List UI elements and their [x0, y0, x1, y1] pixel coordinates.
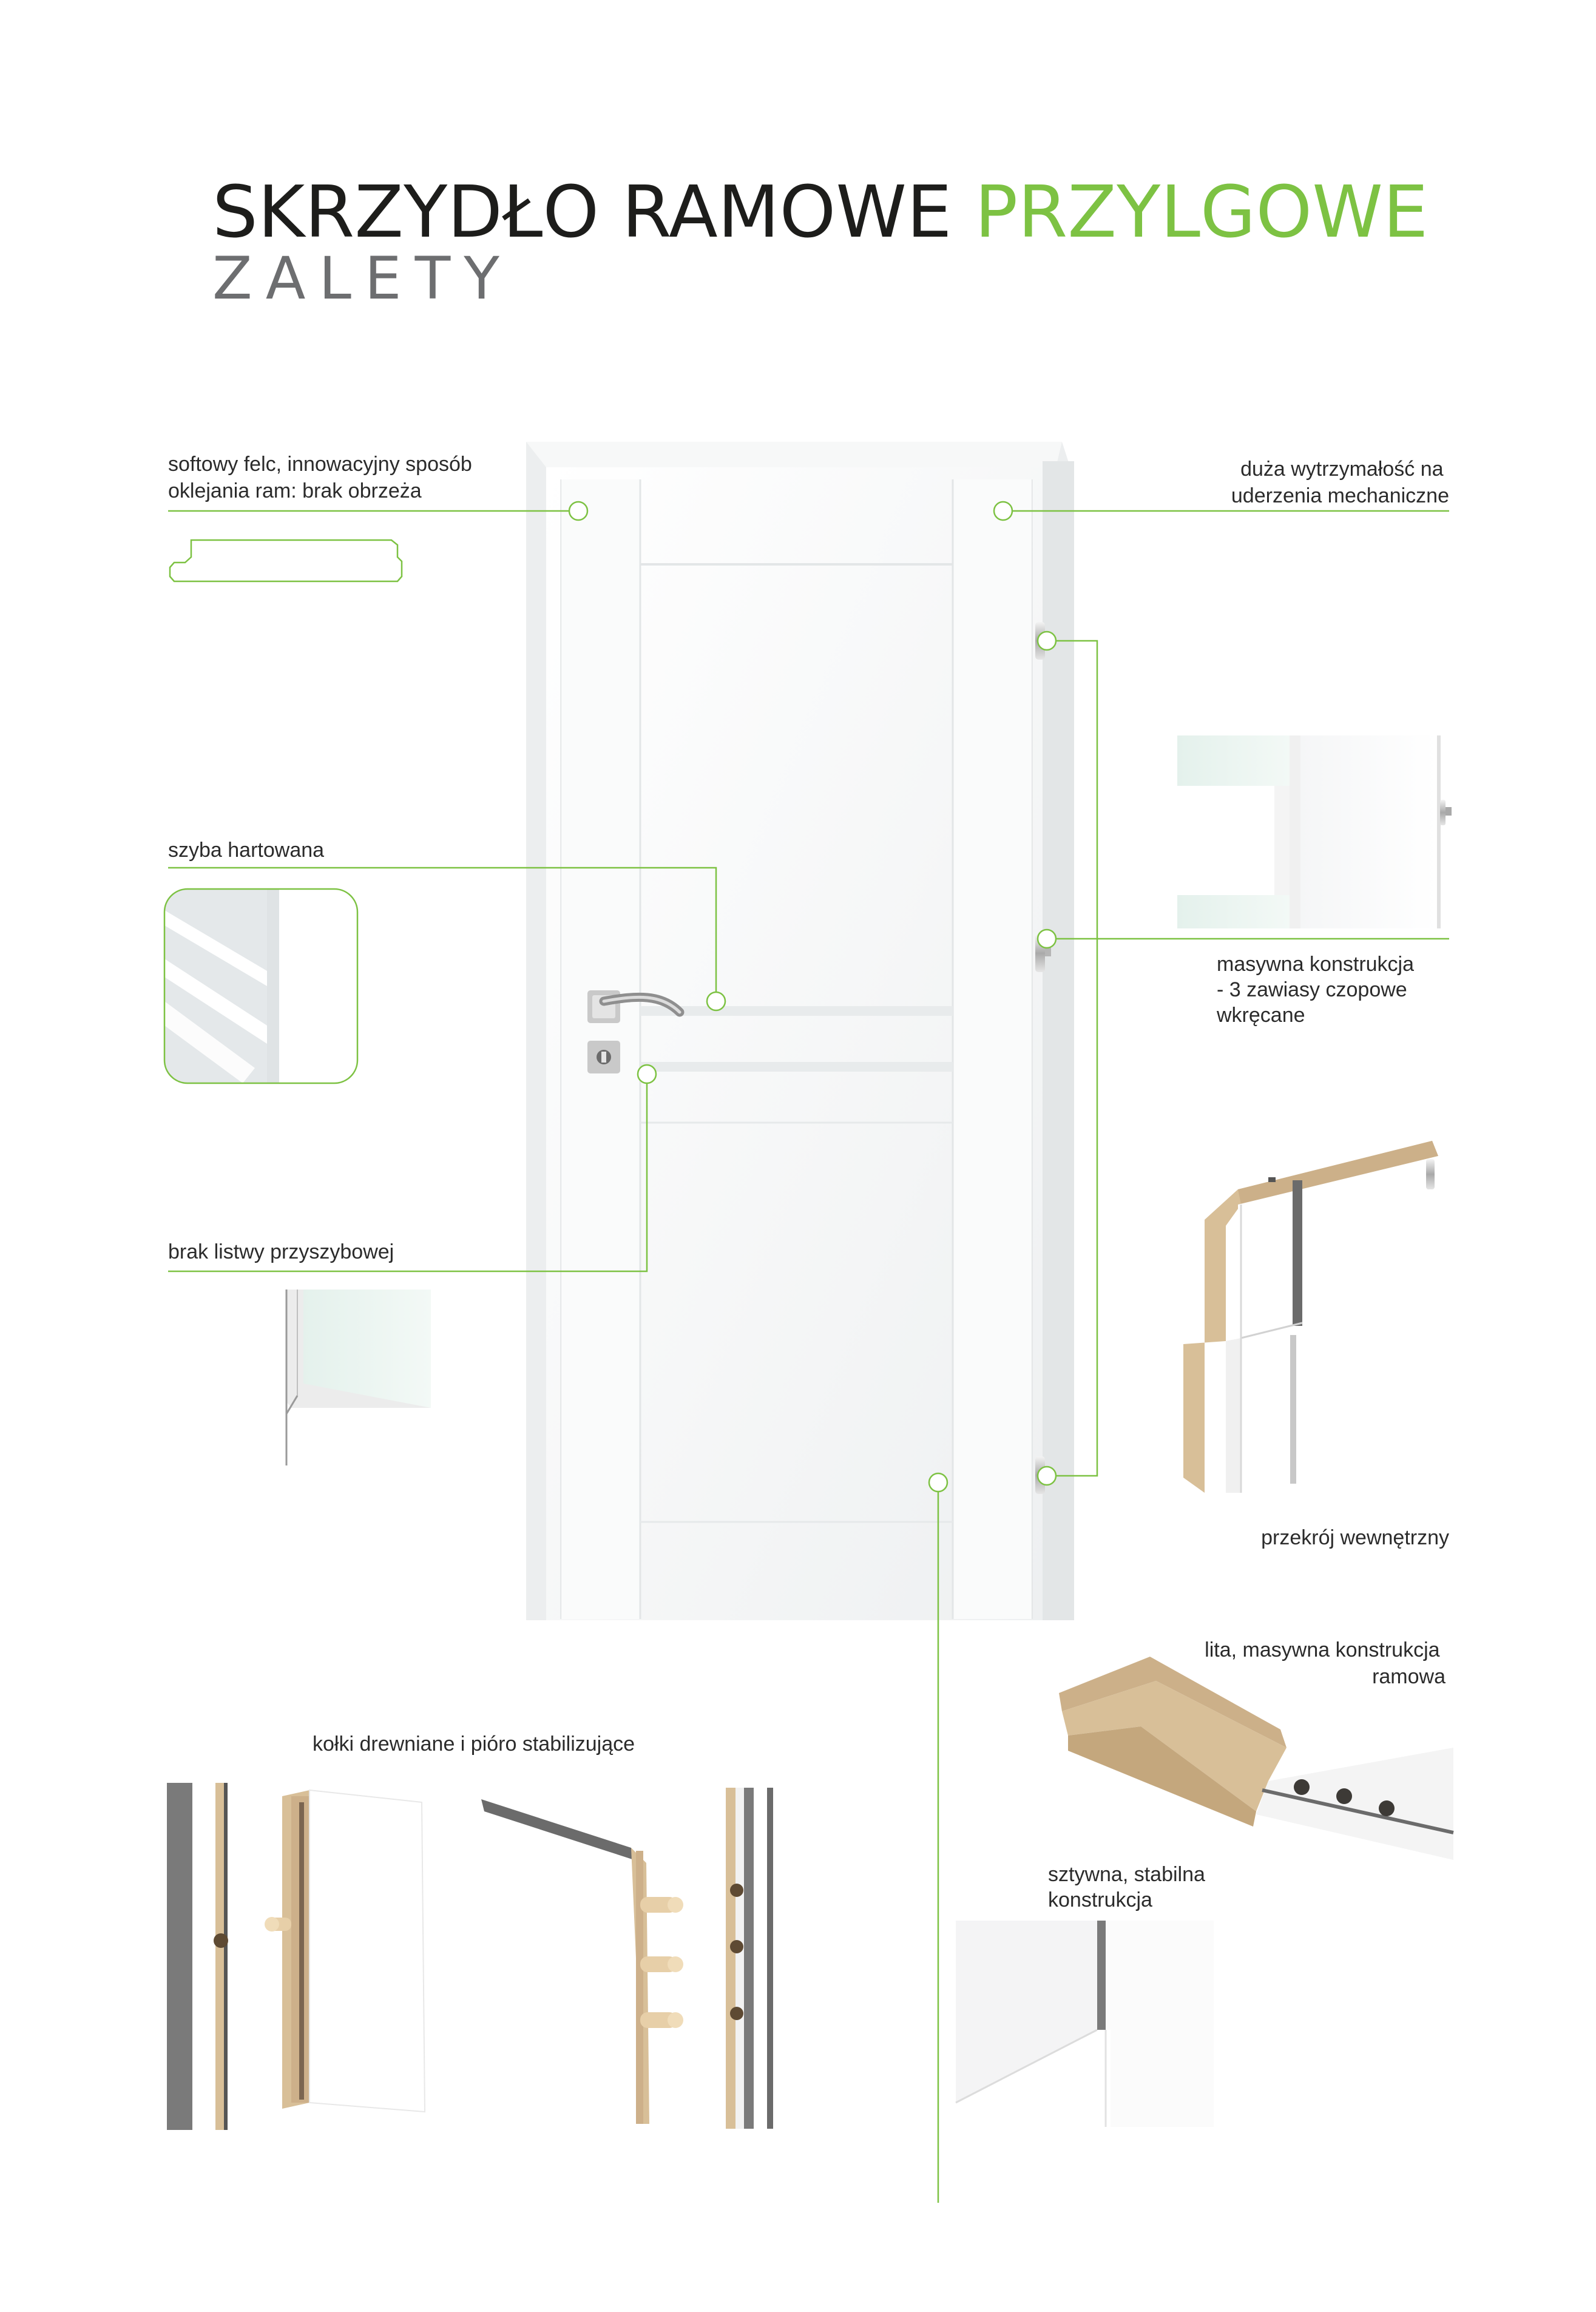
label-sztywna: sztywna, stabilna konstrukcja: [1048, 1863, 1205, 1911]
door-lock: [587, 1041, 620, 1073]
detail-kolki-strip-3: [481, 1799, 683, 2133]
page-title: [212, 170, 1428, 254]
label-listwa: brak listwy przyszybowej: [168, 1240, 394, 1263]
label-wytrzymalosc: duża wytrzymałość na uderzenia mechaniczne: [1231, 458, 1449, 507]
label-zawiasy: masywna konstrukcja - 3 zawiasy czopowe wkręcane: [1217, 953, 1415, 1027]
title-black-part: SKRZYDŁO RAMOWE: [212, 170, 975, 254]
label-szyba: szyba hartowana: [168, 839, 325, 862]
callout-dot-hinge-bottom: [1038, 1467, 1056, 1485]
glass-strip-upper: [640, 1006, 953, 1016]
detail-brak-listwy: [286, 1290, 431, 1465]
detail-kolki-strip-2: [265, 1790, 425, 2112]
callout-dot-szyba: [707, 992, 725, 1010]
felc-profile-outline: [170, 540, 402, 581]
callout-dot-hinge-top: [1038, 632, 1056, 650]
detail-kolki-strip-4: [711, 1788, 773, 2129]
detail-hinge-corner: [1177, 735, 1452, 928]
detail-kolki-strip-1: [167, 1783, 228, 2130]
label-przekroj: przekrój wewnętrzny: [1261, 1526, 1449, 1549]
callout-dot-felc: [569, 502, 587, 520]
callout-dot-wytrzymalosc: [994, 502, 1012, 520]
label-kolki: kołki drewniane i pióro stabilizujące: [313, 1732, 635, 1756]
page-subtitle: ZALETY: [212, 245, 513, 313]
callout-dot-hinge-middle: [1038, 930, 1056, 948]
door-frame-top-bevel: [526, 442, 1062, 467]
door-illustration: [526, 442, 1074, 1620]
title-green-part: PRZYLGOWE: [975, 170, 1429, 254]
callout-dot-listwa: [638, 1065, 656, 1083]
label-lita: lita, masywna konstrukcja ramowa: [1205, 1638, 1446, 1688]
callout-dot-sztywna: [929, 1473, 947, 1492]
detail-przekroj-wewnetrzny: [1183, 1141, 1438, 1493]
detail-szyba-hartowana: [164, 889, 357, 1083]
glass-strip-lower: [640, 1062, 953, 1072]
label-softowy-felc: softowy felc, innowacyjny sposób oklejania ram: brak obrzeża: [168, 453, 472, 502]
detail-sztywna-konstrukcja: [956, 1921, 1214, 2127]
door-right-stile: [953, 479, 1032, 1619]
